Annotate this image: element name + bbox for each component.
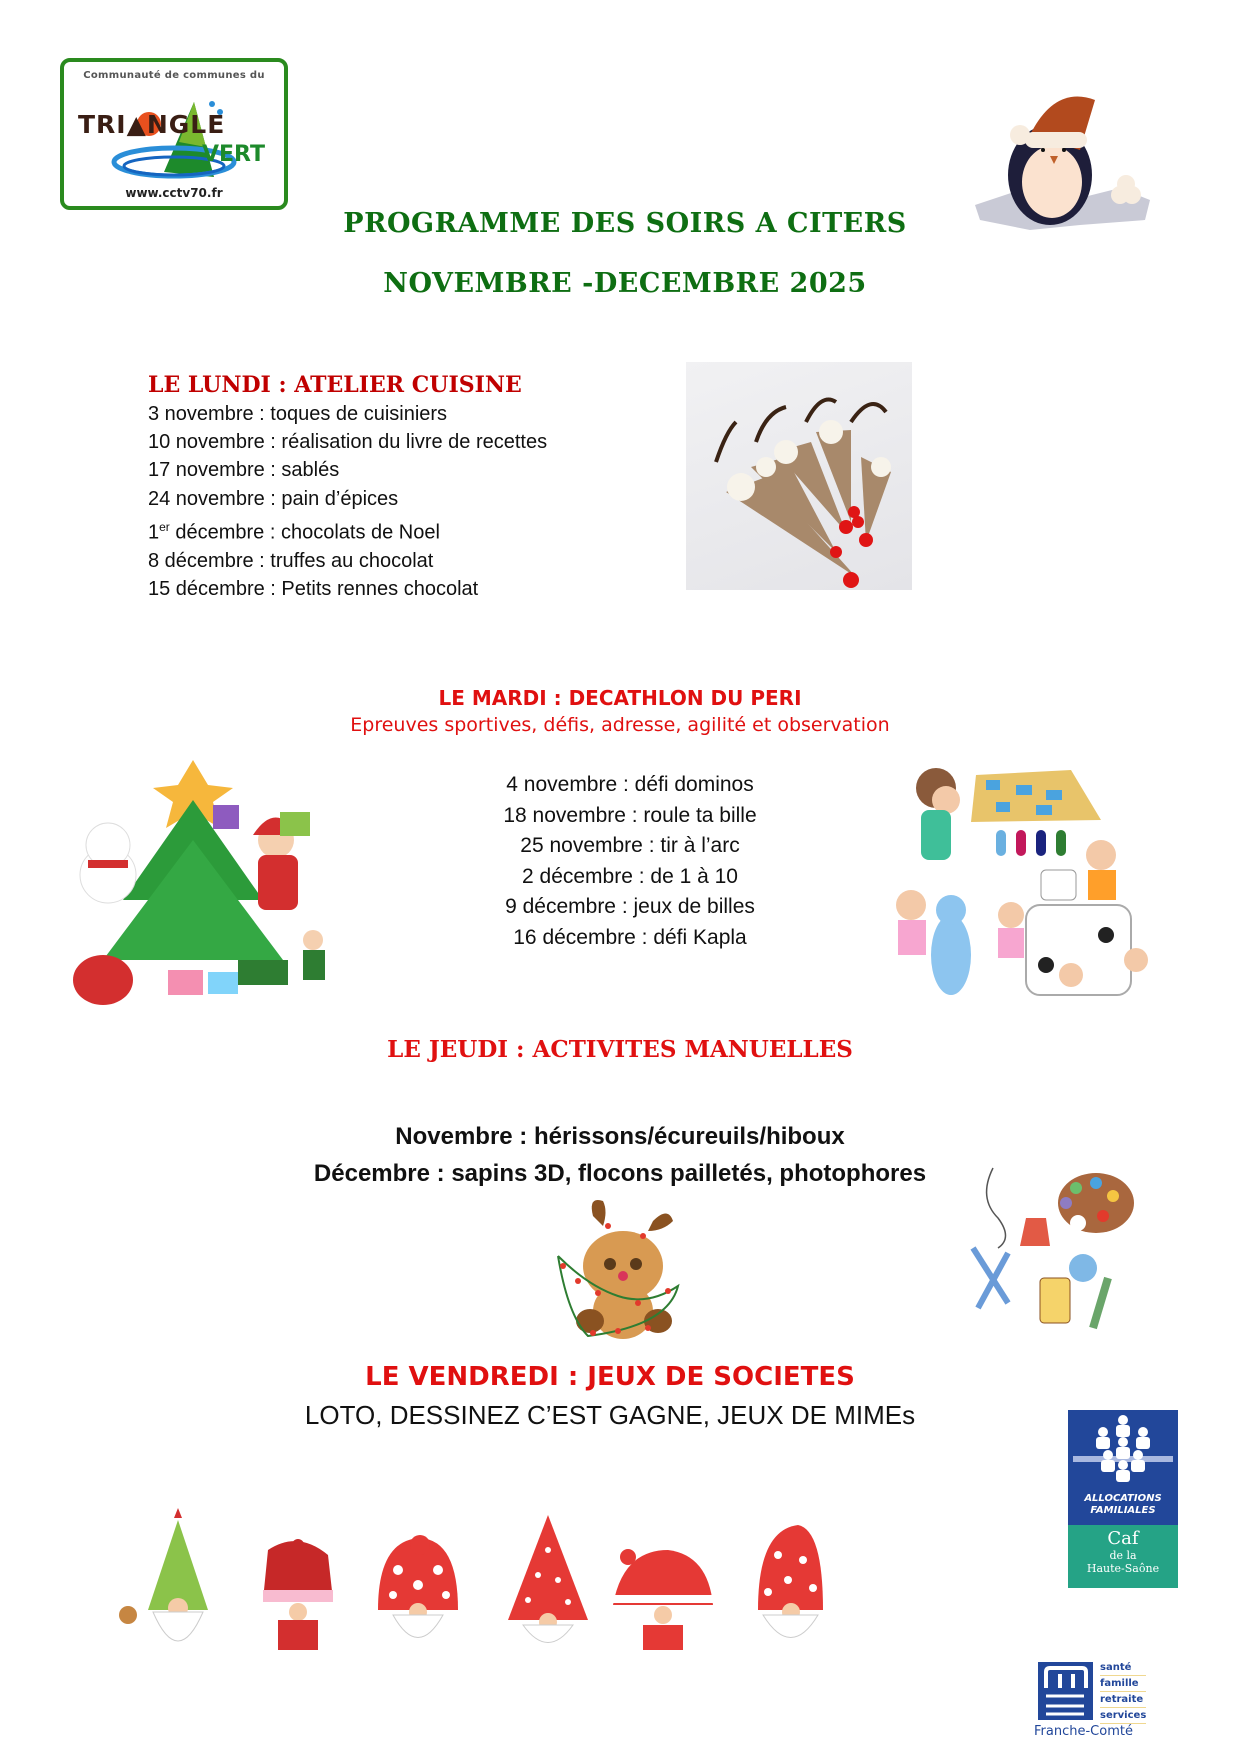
reindeer-cones-photo (686, 362, 912, 590)
caf-line2: FAMILIALES (1090, 1505, 1156, 1516)
caf-line1: ALLOCATIONS (1084, 1493, 1162, 1504)
caf-logo (1068, 1410, 1178, 1588)
logo-brand-sub: VERT (202, 142, 266, 167)
msa-region: Franche-Comté (1034, 1724, 1133, 1739)
caf-sub2: Haute-Saône (1086, 1562, 1160, 1575)
list-item: 8 décembre : truffes au chocolat (148, 549, 434, 572)
christmas-tree-illustration-icon (48, 740, 358, 1010)
triangle-vert-logo (60, 58, 288, 210)
penguin-illustration-icon (960, 80, 1160, 240)
msa-word: services (1100, 1708, 1146, 1724)
list-item: 25 novembre : tir à l’arc (520, 834, 740, 858)
list-item: 15 décembre : Petits rennes chocolat (148, 577, 479, 600)
craft-supplies-illustration-icon (958, 1158, 1168, 1338)
section-heading-vendredi: LE VENDREDI : JEUX DE SOCIETES (365, 1362, 855, 1392)
msa-logo (1032, 1650, 1182, 1750)
section-heading-lundi: LE LUNDI : ATELIER CUISINE (148, 372, 522, 398)
list-item: 4 novembre : défi dominos (506, 773, 754, 796)
section-heading-mardi: LE MARDI : DECATHLON DU PERI (438, 686, 802, 710)
list-item: 10 novembre : réalisation du livre de recettes (148, 431, 548, 454)
list-item: 1er décembre : chocolats de Noel (148, 519, 440, 544)
section-subheading-mardi: Epreuves sportives, défis, adresse, agilité et observation (350, 714, 890, 736)
msa-mark-icon (1038, 1662, 1093, 1720)
reindeer-cones-icon (686, 362, 912, 590)
logo-brand: TRI▲NGLE (78, 110, 226, 139)
page-title-line1: PROGRAMME DES SOIRS A CITERS (343, 208, 907, 239)
msa-word: retraite (1100, 1692, 1146, 1708)
caf-children-icon (1068, 1410, 1178, 1485)
caf-sub1: de la (1109, 1549, 1137, 1562)
lundi-schedule-list (148, 400, 547, 603)
list-item: 24 novembre : pain d’épices (148, 487, 399, 510)
page-title-line2: NOVEMBRE -DECEMBRE 2025 (383, 268, 867, 299)
list-item: 9 décembre : jeux de billes (505, 895, 755, 919)
kids-board-games-illustration-icon (876, 760, 1166, 1005)
mardi-schedule-list (440, 770, 820, 954)
reindeer-lights-illustration-icon (548, 1196, 698, 1346)
list-item: 16 décembre : défi Kapla (513, 925, 747, 949)
caf-name: Caf (1107, 1528, 1139, 1549)
logo-top-text: Communauté de communes du (83, 70, 265, 81)
list-item: 3 novembre : toques de cuisiniers (148, 403, 448, 425)
vendredi-activities: LOTO, DESSINEZ C’EST GAGNE, JEUX DE MIMEs (304, 1400, 916, 1430)
list-item: Novembre : hérissons/écureuils/hiboux (395, 1123, 845, 1150)
msa-word: famille (1100, 1676, 1146, 1692)
section-heading-jeudi: LE JEUDI : ACTIVITES MANUELLES (387, 1036, 853, 1063)
jeudi-schedule-list (260, 1118, 980, 1192)
christmas-gnomes-illustration-icon (108, 1500, 858, 1650)
list-item: Décembre : sapins 3D, flocons pailletés, photophores (313, 1160, 927, 1187)
msa-word: santé (1100, 1660, 1146, 1676)
list-item: 17 novembre : sablés (148, 459, 340, 482)
list-item: 18 novembre : roule ta bille (503, 803, 757, 827)
list-item: 2 décembre : de 1 à 10 (522, 864, 738, 888)
logo-url: www.cctv70.fr (125, 186, 223, 200)
msa-words (1100, 1660, 1146, 1724)
